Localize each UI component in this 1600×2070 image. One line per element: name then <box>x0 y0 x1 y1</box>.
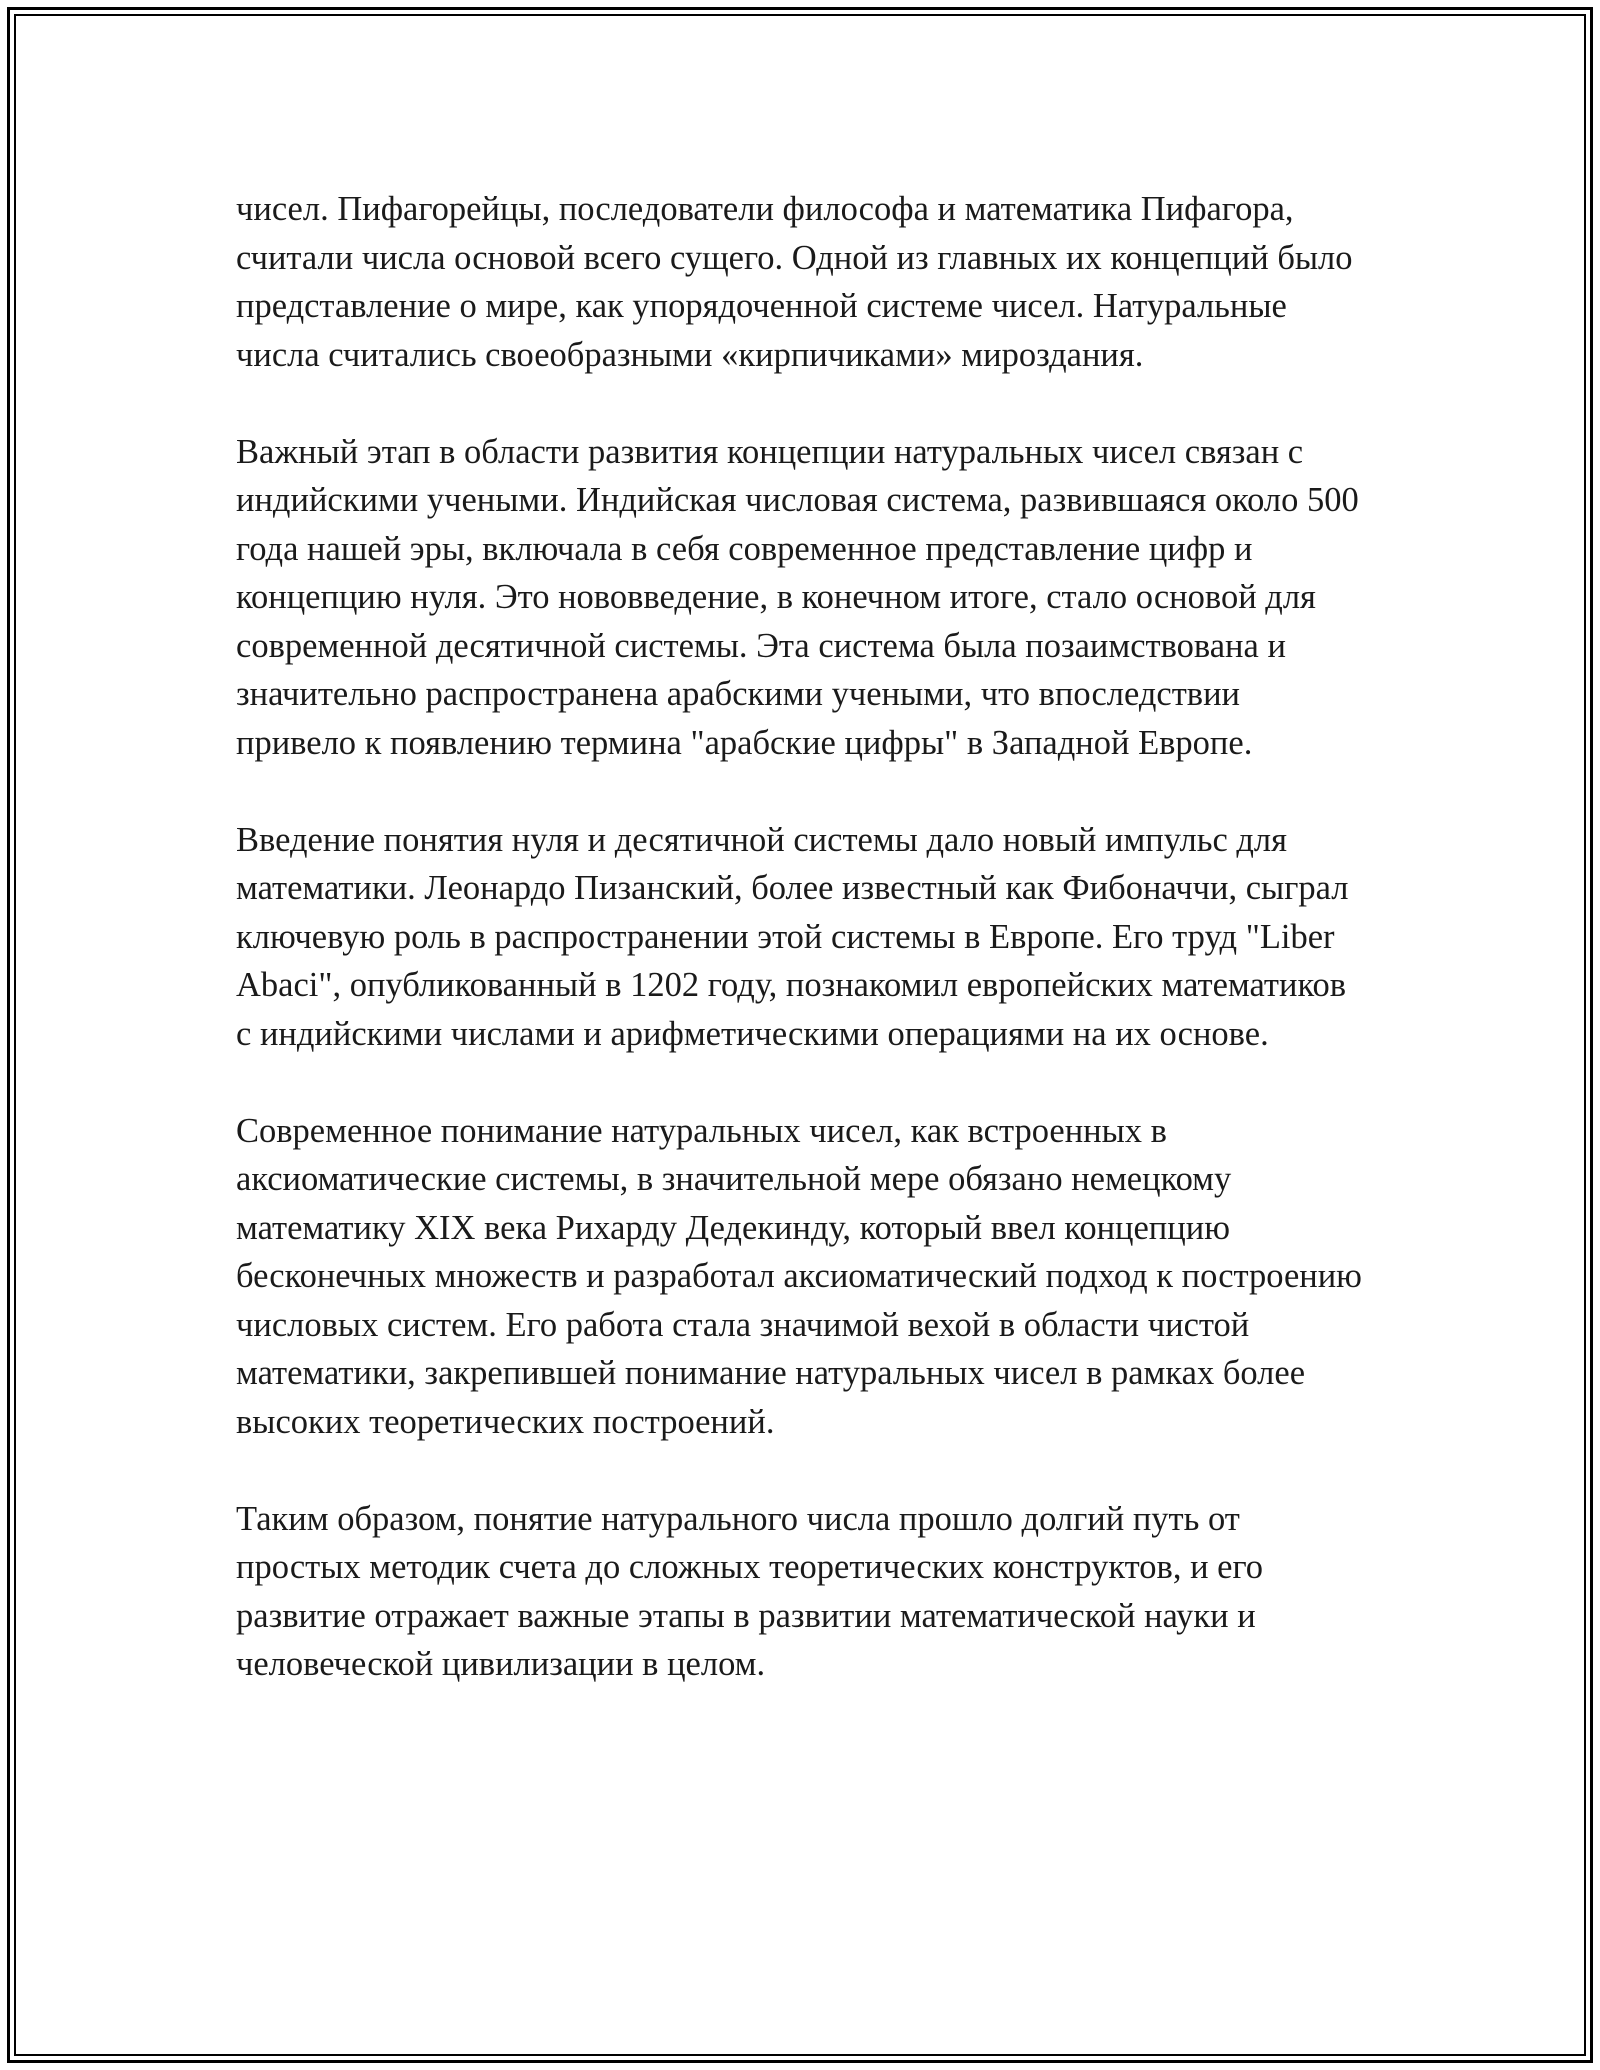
paragraph-1: чисел. Пифагорейцы, последователи философа и математика Пифагора, считали числа основой всего сущего. Одной из главных их концепций было представление о мире, как упорядоченной системе чисел. Натуральные числа считались своеобразными «кирпичиками» мироздания. <box>236 190 1353 374</box>
paragraph-4: Современное понимание натуральных чисел, как встроенных в аксиоматические системы, в значительной мере обязано немецкому математику XIX века Рихарду Дедекинду, который ввел концепцию бесконечных множеств и разработал аксиоматический подход к построению числовых систем. Его работа стала значимой вехой в области чистой математики, закрепившей понимание натуральных чисел в рамках более высоких теоретических построений. <box>236 1111 1362 1441</box>
document-body <box>236 185 1366 1689</box>
paragraph-2: Важный этап в области развития концепции натуральных чисел связан с индийскими учеными. Индийская числовая система, развившаяся около 500 года нашей эры, включала в себя современное представление цифр и концепцию нуля. Это нововведение, в конечном итоге, стало основой для современной десятичной системы. Эта система была позаимствована и значительно распространена арабскими учеными, что впоследствии привело к появлению термина "арабские цифры" в Западной Европе. <box>236 432 1359 762</box>
paragraph-5: Таким образом, понятие натурального числа прошло долгий путь от простых методик счета до сложных теоретических конструктов, и его развитие отражает важные этапы в развитии математической науки и человеческой цивилизации в целом. <box>236 1499 1264 1683</box>
paragraph-3: Введение понятия нуля и десятичной системы дало новый импульс для математики. Леонардо Пизанский, более известный как Фибоначчи, сыграл ключевую роль в распространении этой системы в Европе. Его труд "Liber Abaci", опубликованный в 1202 году, познакомил европейских математиков с индийскими числами и арифметическими операциями на их основе. <box>236 820 1349 1053</box>
